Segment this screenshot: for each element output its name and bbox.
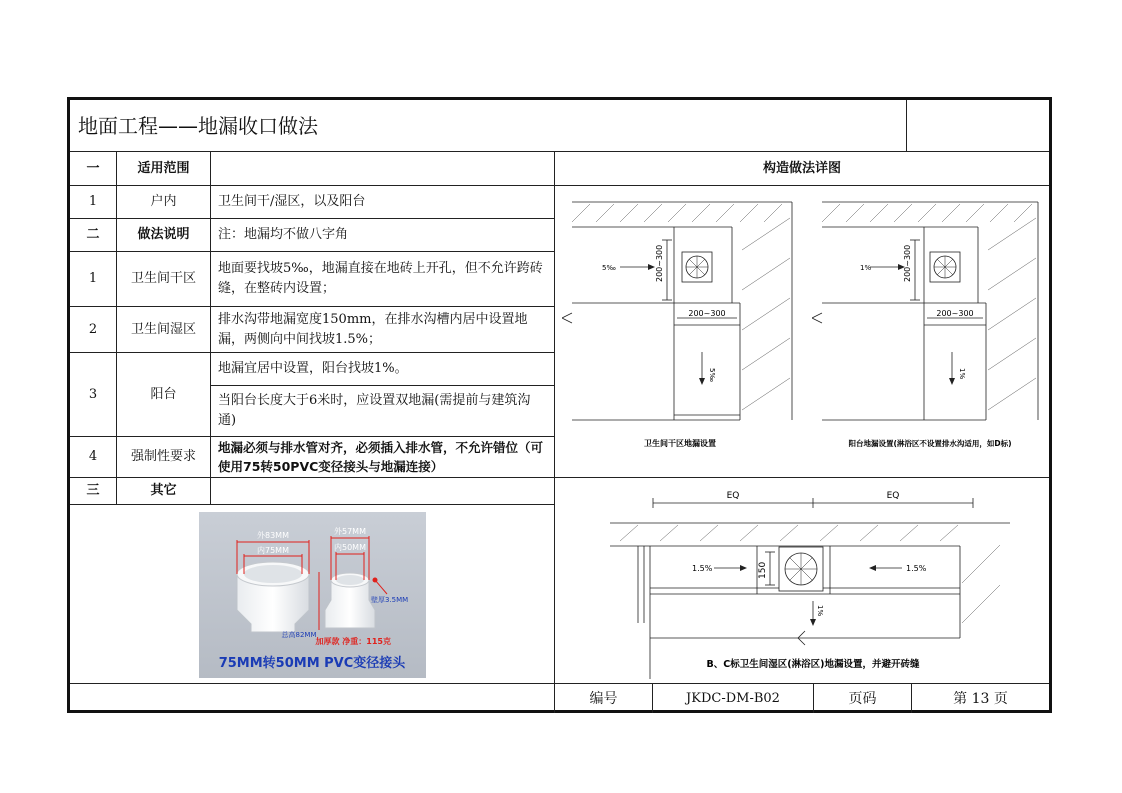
rule (906, 100, 907, 151)
row-label: 卫生间干区 (130, 271, 196, 286)
sheet-frame (67, 97, 1052, 713)
section-num: 一 (86, 160, 100, 176)
section-heading: 适用范围 (137, 160, 190, 176)
slope-label: 1% (860, 264, 872, 272)
dim-label: EQ (726, 491, 740, 501)
row-text: 地漏必须与排水管对齐，必须插入排水管，不允许错位（可使用75转50PVC变径接头与地漏连接） (218, 440, 544, 474)
row-text: 当阳台长度大于6米时，应设置双地漏(需提前与建筑沟通) (218, 393, 531, 428)
section-heading: 其它 (150, 483, 177, 498)
row-label: 卫生间湿区 (130, 321, 196, 337)
photo-label: 内50MM (334, 543, 366, 552)
dim-label: 200~300 (936, 309, 974, 318)
dim-label: EQ (886, 491, 900, 501)
dim-label: 150 (758, 561, 768, 579)
photo-label: 外83MM (257, 531, 289, 540)
dim-label: 200~300 (903, 244, 912, 282)
drawing-caption: B、C标卫生间湿区(淋浴区)地漏设置，并避开砖缝 (706, 659, 920, 670)
row-text: 卫生间干/湿区，以及阳台 (218, 194, 366, 209)
floor-drain-icon (779, 547, 823, 591)
section-heading: 做法说明 (137, 227, 190, 242)
rule (554, 151, 555, 713)
photo-caption: 75MM转50MM PVC变径接头 (218, 656, 406, 671)
row-label: 户内 (150, 194, 177, 209)
photo-label: 加厚款 净重：115克 (315, 637, 391, 646)
rule (70, 477, 1049, 478)
dim-label: 200~300 (655, 244, 664, 282)
drawing-caption: 卫生间干区地漏设置 (644, 439, 716, 448)
row-num: 1 (88, 194, 98, 209)
row-text: 地漏宜居中设置，阳台找坡1%。 (218, 361, 408, 376)
row-text: 排水沟带地漏宽度150mm，在排水沟槽内居中设置地漏，两侧向中间找坡1.5%； (218, 311, 528, 347)
row-label: 阳台 (150, 386, 177, 402)
drawing-caption: 阳台地漏设置(淋浴区不设置排水沟适用，如D标) (848, 439, 1012, 448)
dim-label: 200~300 (688, 309, 726, 318)
section-num: 二 (86, 227, 100, 242)
slope-label: 1% (816, 605, 824, 617)
code-label: 编号 (589, 690, 618, 707)
slope-label: 1% (958, 368, 966, 380)
code-value: JKDC-DM-B02 (686, 690, 780, 706)
photo-label: 外57MM (334, 527, 366, 536)
photo-label: 内75MM (257, 546, 289, 555)
detail-header: 构造做法详图 (762, 160, 841, 176)
rule (70, 504, 554, 505)
photo-label: 总高82MM (281, 631, 317, 639)
floor-drain-icon (682, 252, 712, 282)
slope-label: 1.5% (692, 564, 713, 573)
pvc-reducer-photo (199, 512, 426, 678)
row-num: 3 (88, 386, 98, 402)
row-num: 2 (88, 321, 98, 337)
row-num: 1 (88, 271, 98, 286)
page-title: 地面工程——地漏收口做法 (78, 113, 318, 138)
row-num: 4 (88, 449, 98, 464)
dry-area-floor-drain-drawing (562, 190, 798, 472)
section-note: 注：地漏均不做八字角 (218, 227, 349, 242)
page-number: 第 13 页 (953, 690, 1008, 707)
photo-label: 壁厚3.5MM (371, 596, 409, 604)
slope-label: 1.5% (906, 564, 927, 573)
floor-drain-icon (930, 252, 960, 282)
row-text: 地面要找坡5‰，地漏直接在地砖上开孔，但不允许跨砖缝，在整砖内设置； (218, 261, 543, 296)
section-num: 三 (86, 483, 100, 498)
row-label: 强制性要求 (130, 449, 196, 464)
balcony-floor-drain-drawing (812, 190, 1048, 472)
page-label: 页码 (848, 690, 877, 707)
wet-area-floor-drain-drawing (560, 483, 1046, 679)
slope-label: 5‰ (602, 264, 616, 272)
slope-label: 5‰ (708, 368, 716, 382)
